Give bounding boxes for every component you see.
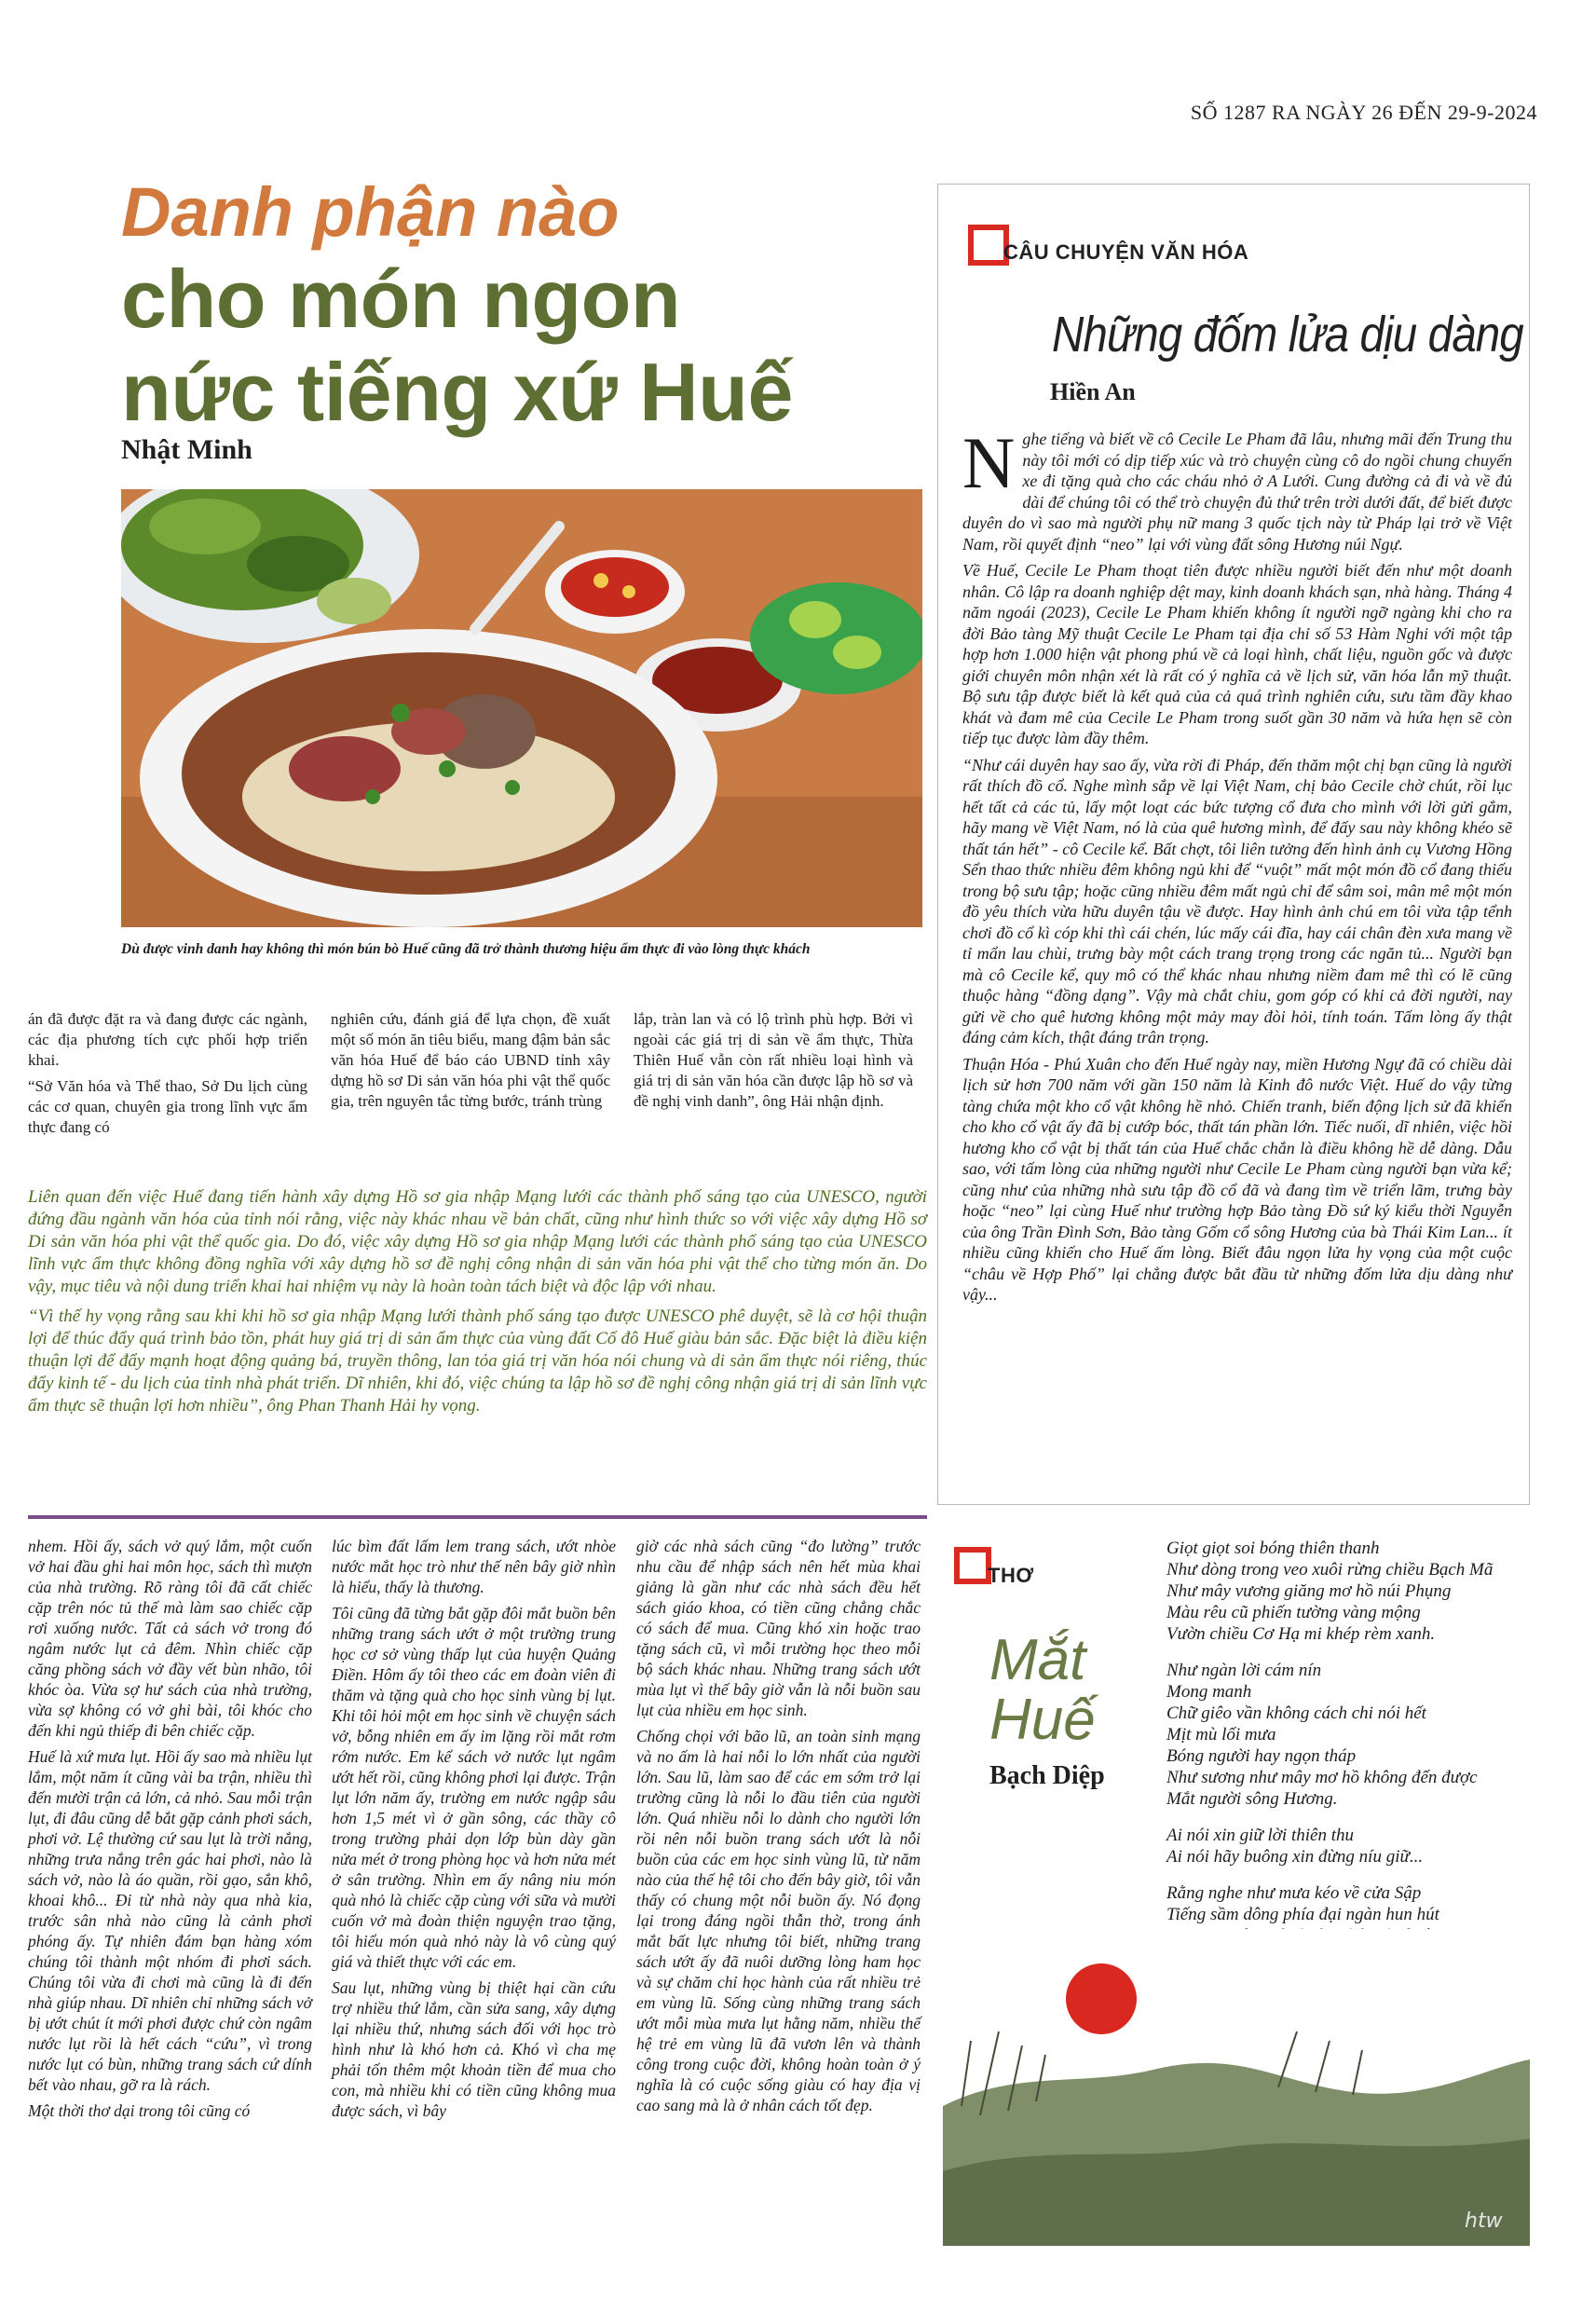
poem-line: Mong manh [1166,1682,1252,1702]
article-column-2 [331,1009,610,1117]
food-photo [121,489,922,927]
section-marker-icon [954,1547,991,1584]
paragraph: nhem. Hồi ấy, sách vở quý lắm, một cuốn vở hai đầu ghi hai môn học, sách thì mượn của nhà trường. Rõ ràng tôi đã cất chiếc cặp trên nóc tủ thế mà làm sao chiếc cặp rơi xuống nước. Tất cả sách vở trong đó ngâm nước lụt cả đêm. Nhìn chiếc cặp căng phồng sách vở đầy vết bùn nhão, tôi khóc òa. Vừa sợ hư sách của nhà trường, vừa sợ không có vở ghi bài, tôi khóc cho đến khi ngủ thiếp đi bên chiếc cặp. [28,1537,312,1740]
lower-column-1 [28,1536,312,2127]
poem-line: Như mây vương giăng mơ hồ núi Phụng [1166,1581,1452,1601]
story-author: Hiền An [1050,378,1136,405]
section-divider [28,1515,927,1519]
poem-line: Ai nói hãy buông xin đừng níu giữ... [1166,1847,1424,1867]
story-paragraph [962,422,1512,554]
poem-line: Màu rêu cũ phiến tường vàng mộng [1166,1603,1421,1622]
photo-caption: Dù được vinh danh hay không thì món bún bò Huế cũng đã trở thành thương hiệu ẩm thực đi vào lòng thực khách [121,941,811,957]
sun-icon [1066,1963,1137,2034]
story-paragraph: “Như cái duyên hay sao ấy, vừa rời đi Pháp, đến thăm một chị bạn cũng là người rất thích đồ cổ. Nghe mình sắp về lại Việt Nam, chị bảo Cecile chờ chút, rồi lục hết tất cả các tủ, lấy một loạt các bức tượng cổ đưa cho mình với lời gửi gắm, hãy mang về Việt Nam, nó là của quê hương mình, để đấy sau này không khéo sẽ thất tán hết” - cô Cecile kể. Bất chợt, tôi liên tưởng đến hình ảnh cụ Vương Hồng Sển thao thức nhiều đêm không ngủ khi để “vuột” mất một món đồ cổ đang thiếu trong bộ sưu tập; hoặc cũng nhiều đêm mất ngủ chỉ để sâm soi, mân mê một món đồ yêu thích vừa hữu duyên tậu về được. Hay hình ảnh chú em tôi vừa tập tểnh chơi đồ cổ kì cóp khi thì cái chén, lúc mấy cái đĩa, hay cái chân đèn xưa mang về tỉ mẩn lau chùi, trưng bày một cách trang trọng trong các ngăn tủ... Người bạn mà cô Cecile kể, quy mô có thể khác nhau nhưng niềm đam mê thì có lẽ cũng thuộc hàng “đồng dạng”. Vậy mà chắt chiu, gom góp có khi cả đời người, nay gửi về cho quê hương không một mảy may đòi hỏi, tính toán. Tấm lòng ấy thật đáng cảm kích, thật đáng trân trọng. [962,755,1512,1047]
poem-stanza [1166,1538,1530,1645]
poem-line: Như ngàn lời cám nín [1166,1661,1322,1680]
article-column-3 [634,1009,913,1117]
story-title: Những đốm lửa dịu dàng [1052,307,1523,363]
bun-bo-hue-illustration [121,489,922,927]
lower-column-2 [332,1536,616,2127]
article-column-1 [28,1009,307,1143]
paragraph: “Sở Văn hóa và Thể thao, Sở Du lịch cùng các cơ quan, chuyên gia trong lĩnh vực ẩm thực đang có [28,1077,307,1136]
highlight-block [28,1186,927,1425]
artist-signature: htw [1465,2209,1503,2233]
poem-author: Bạch Diệp [989,1761,1105,1790]
poem-line: Như sương như mây mơ hồ không đến được [1166,1768,1478,1787]
culture-story-box [937,184,1530,1505]
article-author: Nhật Minh [121,434,252,465]
title-line-3: nức tiếng xứ Huế [121,346,793,438]
title-line-2: cho món ngon [121,253,681,345]
story-paragraph: Thuận Hóa - Phú Xuân cho đến Huế ngày nay, miền Hương Ngự đã có chiều dài lịch sử hơn 700 năm với gần 150 năm là Kinh đô nước Việt. Huế do vậy từng tàng chứa một kho cổ vật không hề nhỏ. Chiến tranh, biến động lịch sử đã khiến cho kho cổ vật ấy đã bị cướp bóc, thất tán phần lớn. Tiếc nuối, dĩ nhiên, việc hồi hương kho cổ vật bị thất tán của Huế chắc chắn là điều không hề dễ dàng. Dẫu sao, với tấm lòng của những người như Cecile Le Pham cùng người bạn vừa kể; cũng như của những nhà sưu tập đồ cổ đã và đang tìm về triển lãm, trưng bày hoặc “neo” lại cùng Huế như trường hợp Bảo tàng Đồ sứ ký kiểu thời Nguyễn của ông Trần Đình Sơn, Bảo tàng Gốm cổ sông Hương của bà Thái Kim Lan... ít nhiều cũng khiến cho Huế ấm lòng. Biết đâu ngọn lửa hy vọng của một cuộc “châu về Hợp Phố” lại chẳng được bắt đầu từ những đốm lửa dịu dàng như vậy... [962,1054,1512,1304]
poem-line: Vườn chiều Cơ Hạ mi khép rèm xanh. [1166,1624,1436,1644]
poem-line: Như dòng trong veo xuôi rừng chiều Bạch Mã [1166,1560,1494,1580]
poem-title-line-2: Huế [989,1688,1096,1752]
poem-section [943,1538,1530,2246]
poem-line: Mịt mù lối mưa [1166,1725,1276,1744]
paragraph: án đã được đặt ra và đang được các ngành, các địa phương tích cực phối hợp triển khai. [28,1010,307,1069]
poem-stanza [1166,1660,1530,1810]
paragraph: Chống chọi với bão lũ, an toàn sinh mạng và no ấm là hai nỗi lo lớn nhất của người lớn. Sau lũ, làm sao để các em sớm trở lại trường cũng là nỗi lo đầu tiên của người lớn. Quá nhiều nỗi lo dành cho người lớn rồi nên nỗi buồn trang sách ướt là nỗi buồn của các em học sinh vùng lũ, từ năm nào của thế hệ tôi cho đến bây giờ, tôi vẫn thấy có chung một nỗi buồn ấy. Nó đọng lại trong đáng ngồi thẫn thờ, trong ánh mắt bất lực nhưng tôi biết, những trang sách ướt ấy đã nuôi dưỡng lòng ham học và sự chăm chỉ học hành của rất nhiều trẻ em vùng lũ. Sống cùng những trang sách ướt mỗi mùa mưa lụt hằng năm, nhiều thế hệ trẻ em vùng lũ đã vươn lên và thành công trong cuộc đời, không hoàn toàn ở ý nghĩa là có cuộc sống giàu có hay địa vị cao sang mà là ở nhân cách tốt đẹp. [636,1727,921,2114]
paragraph: Huế là xứ mưa lụt. Hồi ấy sao mà nhiều lụt lắm, một năm ít cũng vài ba trận, nhiều thì đến mười trận cả lớn, cả nhỏ. Sau mỗi trận lụt, đi đâu cũng dễ bắt gặp cảnh phơi sách, phơi vở. Lệ thường cứ sau lụt là trời nắng, những trưa nắng trên gác hai phơi, nào là sách vở, nào là áo quần, rồi gạo, sắn khô, khoai khô... Đi từ nhà này qua nhà kia, trước sân nhà nào cũng là cảnh phơi phóng ấy. Tự nhiên đám bạn hàng xóm chúng tôi thành một nhóm đi phơi sách. Chúng tôi vừa đi chơi mà cũng là đi đến nhà giúp nhau. Dĩ nhiên chỉ những sách vở bị ướt chút ít mới phơi được chứ còn ngâm nước lụt rồi là hết cách “cứu”, vì trong nước lụt có bùn, những trang sách cứ dính bết vào nhau, gỡ ra là rách. [28,1747,312,2094]
story-body [962,422,1512,1311]
paragraph: Tôi cũng đã từng bắt gặp đôi mắt buồn bên những trang sách ướt ở một trường trung học cơ sở vùng thấp lụt của huyện Quảng Điền. Hôm ấy tôi theo các em đoàn viên đi thăm và tặng quà cho học sinh vùng bị lụt. Khi tôi hỏi một em học sinh về chuyện sách vở, bỗng nhiên em ấy im lặng rồi mắt rơm rớm nước. Em kể sách vở nước lụt ngâm ướt hết rồi, cũng không phơi lại được. Trận lụt lớn năm ấy, trường em nước ngập sâu hơn 1,5 mét vì ở gần sông, các thầy cô trong trường phải dọn lớp bùn dày gần nửa mét ở trong phòng học và hơn nửa mét ở sân trường. Nhìn em ấy nâng niu món quà nhỏ là chiếc cặp cùng với sữa và mười cuốn vở mà đoàn thiện nguyện trao tặng, tôi hiểu món quà nhỏ này là vô cùng quý giá và thiết thực với các em. [332,1604,616,1971]
paragraph: nghiên cứu, đánh giá để lựa chọn, đề xuất một số món ăn tiêu biểu, mang đậm bản sắc văn hóa Huế để báo cáo UBND tỉnh xây dựng hồ sơ Di sản văn hóa phi vật thể quốc gia, trên nguyên tắc từng bước, tránh trùng [331,1010,610,1110]
drop-cap: N [962,422,1016,503]
poem-line: Ai nói xin giữ lời thiên thu [1166,1826,1354,1845]
poem-line: Bóng người hay ngọn tháp [1166,1746,1357,1766]
title-line-1: Danh phận nào [121,173,620,251]
poem-stanza [1166,1825,1530,1867]
poem-line: Chữ giêo vần không cách chi nói hết [1166,1703,1426,1723]
story-text: ghe tiếng và biết về cô Cecile Le Pham đã lâu, nhưng mãi đến Trung thu này tôi mới có dịp tiếp xúc và trò chuyện cùng cô do ngồi chung chuyến xe đi tặng quà cho các cháu nhỏ ở A Lưới. Cung đường cả đi và về đủ dài để chúng tôi có thể trò chuyện đủ thứ trên trời dưới đất, để biết được duyên do vì sao mà người phụ nữ mang 3 quốc tịch này từ Pháp lại trở về Việt Nam, rồi quyết định “neo” lại với vùng đất sông Hương núi Ngự. [962,430,1512,554]
paragraph: lúc bìm đất lấm lem trang sách, ướt nhòe nước mắt học trò như thế nên bây giờ nhìn là hiểu, thấy là thương. [332,1537,616,1596]
story-paragraph: Về Huế, Cecile Le Pham thoạt tiên được nhiều người biết đến như một doanh nhân. Cô lập ra doanh nghiệp dệt may, kinh doanh khách sạn, nhà hàng. Tháng 4 năm ngoái (2023), Cecile Le Pham khiến không ít người ngỡ ngàng khi cho ra đời Bảo tàng Mỹ thuật Cecile Le Pham tại địa chỉ số 53 Hàm Nghi với một tập hợp hơn 1.000 hiện vật phong phú về cả loại hình, chất liệu, nguồn gốc và được giới chuyên môn nhận xét là rất có ý nghĩa cả về lịch sử, văn hóa lẫn mỹ thuật. Bộ sưu tập được biết là kết quả của cả quá trình nghiên cứu, sưu tầm đầy khao khát và đam mê của Cecile Le Pham trong suốt gần 30 năm và hứa hẹn sẽ còn tiếp tục được làm đầy thêm. [962,561,1512,747]
poem-illustration [943,1929,1530,2246]
lower-column-3 [636,1536,921,2121]
paragraph: Một thời thơ dại trong tôi cũng có [28,2101,251,2120]
poem-line: Giọt giọt soi bóng thiên thanh [1166,1539,1380,1558]
paragraph: lắp, tràn lan và có lộ trình phù hợp. Bởi vì ngoài các giá trị di sản về ẩm thực, Thừa Thiên Huế vẫn còn rất nhiều loại hình và giá trị di sản văn hóa cần được lập hồ sơ và đề nghị vinh danh”, ông Hải nhận định. [634,1010,913,1110]
poem-line: Rằng nghe như mưa kéo về cửa Sập [1166,1883,1422,1903]
poem-title-line-1: Mắt [989,1628,1086,1692]
section-kicker: CÂU CHUYỆN VĂN HÓA [1003,240,1249,264]
article-title [121,172,922,439]
highlight-paragraph: “Vì thế hy vọng rằng sau khi khi hồ sơ gia nhập Mạng lưới thành phố sáng tạo được UNESCO phê duyệt, sẽ là cơ hội thuận lợi để thúc đẩy quá trình bảo tồn, phát huy giá trị di sản ẩm thực của vùng đất Cố đô Huế giàu bản sắc. Đặc biệt là điều kiện thuận lợi để đẩy mạnh hoạt động quảng bá, truyền thông, lan tỏa giá trị văn hóa nói chung và di sản ẩm thực nói riêng, thúc đẩy kinh tế - du lịch của tỉnh nhà phát triển. Dĩ nhiên, khi đó, việc chúng ta lập hồ sơ đề nghị công nhận giá trị di sản lĩnh vực ẩm thực sẽ thuận lợi hơn nhiều”, ông Phan Thanh Hải hy vọng. [28,1306,927,1416]
poem-title [989,1628,1096,1752]
highlight-paragraph: Liên quan đến việc Huế đang tiến hành xây dựng Hồ sơ gia nhập Mạng lưới các thành phố sáng tạo của UNESCO, người đứng đầu ngành văn hóa của tỉnh nói rằng, việc này khác nhau về bản chất, cũng như hình thức so với việc xây dựng Hồ sơ Di sản văn hóa phi vật thể quốc gia. Do đó, việc xây dựng Hồ sơ gia nhập Mạng lưới các thành phố sáng tạo của UNESCO lĩnh vực ẩm thực không đồng nghĩa với xây dựng hồ sơ đề nghị công nhận di sản văn hóa phi vật thể cho từng món ăn. Do vậy, mục tiêu và nội dung triển khai hai nhiệm vụ này là hoàn toàn tách biệt và độc lập với nhau. [28,1187,927,1296]
poem-line: Tiếng sầm dông phía đại ngàn hun hút [1166,1905,1439,1924]
paragraph: Sau lụt, những vùng bị thiệt hại cần cứu trợ nhiều thứ lắm, cần sửa sang, xây dựng lại nhiều thứ, nhưng sách đối với học trò hình như là khó hơn cả. Khó vì cha mẹ phải tốn thêm một khoản tiền để mua cho con, mà nhiều khi có tiền cũng không mua được sách, vì bây [332,1978,616,2120]
issue-number: SỐ 1287 RA NGÀY 26 ĐẾN 29-9-2024 [1190,101,1537,124]
paragraph: giờ các nhà sách cũng “đo lường” trước nhu cầu để nhập sách nên hết mùa khai giảng là gần như các nhà sách đều hết sách giáo khoa, có tiền cũng chẳng chắc có sách để mua. Cũng khó xin hoặc trao tặng sách cũ, vì mỗi trường học theo mỗi bộ sách khác nhau. Những trang sách ướt mùa lụt vì thế bây giờ vẫn là nỗi buồn sau lụt của nhiều em học sinh. [636,1537,921,1719]
poem-kicker: THƠ [988,1564,1034,1587]
poem-line: Mắt người sông Hương. [1166,1789,1338,1809]
